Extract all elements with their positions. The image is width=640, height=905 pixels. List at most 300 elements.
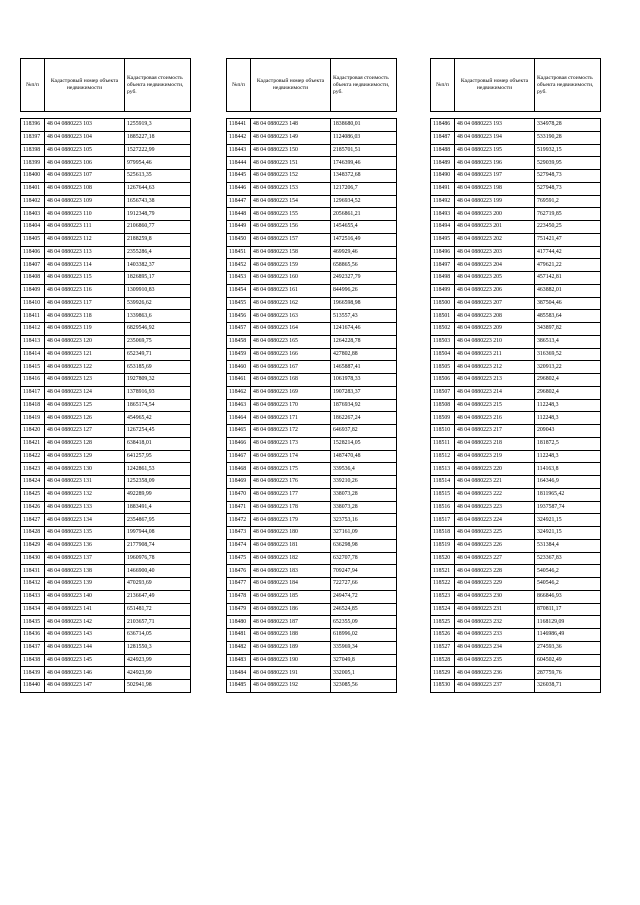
table-row xyxy=(21,195,191,208)
cadastral-value: 296802,4 xyxy=(535,374,601,387)
cadastral-number: 48 04 0880223 210 xyxy=(455,335,535,348)
cadastral-number: 48 04 0880223 214 xyxy=(455,386,535,399)
cadastral-number: 48 04 0880223 166 xyxy=(251,348,331,361)
table-row xyxy=(431,425,601,438)
table-body xyxy=(227,119,397,693)
cadastral-number: 48 04 0880223 236 xyxy=(455,667,535,680)
cadastral-number: 48 04 0880223 189 xyxy=(251,641,331,654)
cadastral-value: 334978,28 xyxy=(535,119,601,132)
cadastral-value: 1146986,49 xyxy=(535,629,601,642)
cadastral-value: 2492327,79 xyxy=(331,272,397,285)
cadastral-value: 1487470,48 xyxy=(331,450,397,463)
row-number: 118524 xyxy=(431,603,455,616)
row-number: 118486 xyxy=(431,119,455,132)
table-row xyxy=(21,463,191,476)
cadastral-number: 48 04 0880223 106 xyxy=(45,157,125,170)
row-number: 118508 xyxy=(431,399,455,412)
row-number: 118417 xyxy=(21,386,45,399)
cadastral-value: 533190,28 xyxy=(535,131,601,144)
cadastral-number: 48 04 0880223 227 xyxy=(455,552,535,565)
cadastral-table-3 xyxy=(430,58,601,693)
cadastral-number: 48 04 0880223 195 xyxy=(455,144,535,157)
row-number: 118470 xyxy=(227,488,251,501)
cadastral-number: 48 04 0880223 160 xyxy=(251,272,331,285)
header-cadastral-number: Кадастровый номер объекта недвижимости xyxy=(455,59,535,112)
row-number: 118475 xyxy=(227,552,251,565)
table-row xyxy=(21,386,191,399)
row-number: 118438 xyxy=(21,654,45,667)
cadastral-value: 709247,94 xyxy=(331,565,397,578)
cadastral-number: 48 04 0880223 209 xyxy=(455,323,535,336)
table-row xyxy=(431,590,601,603)
table-row xyxy=(227,335,397,348)
cadastral-value: 866846,93 xyxy=(535,590,601,603)
table-row xyxy=(21,590,191,603)
cadastral-value: 540546,2 xyxy=(535,578,601,591)
cadastral-number: 48 04 0880223 180 xyxy=(251,527,331,540)
cadastral-value: 618996,02 xyxy=(331,629,397,642)
row-number: 118466 xyxy=(227,437,251,450)
table-row xyxy=(431,539,601,552)
cadastral-value: 112248,3 xyxy=(535,450,601,463)
cadastral-value: 112248,3 xyxy=(535,412,601,425)
cadastral-value: 1061978,33 xyxy=(331,374,397,387)
cadastral-value: 653185,69 xyxy=(125,361,191,374)
row-number: 118451 xyxy=(227,246,251,259)
row-number: 118487 xyxy=(431,131,455,144)
cadastral-number: 48 04 0880223 146 xyxy=(45,667,125,680)
cadastral-number: 48 04 0880223 116 xyxy=(45,284,125,297)
row-number: 118410 xyxy=(21,297,45,310)
table-row xyxy=(21,616,191,629)
cadastral-number: 48 04 0880223 134 xyxy=(45,514,125,527)
table-row xyxy=(21,170,191,183)
cadastral-number: 48 04 0880223 128 xyxy=(45,437,125,450)
cadastral-value: 527948,73 xyxy=(535,182,601,195)
cadastral-value: 525613,35 xyxy=(125,170,191,183)
cadastral-number: 48 04 0880223 211 xyxy=(455,348,535,361)
cadastral-number: 48 04 0880223 143 xyxy=(45,629,125,642)
cadastral-value: 529039,95 xyxy=(535,157,601,170)
cadastral-number: 48 04 0880223 141 xyxy=(45,603,125,616)
table-row xyxy=(227,450,397,463)
table-row xyxy=(227,386,397,399)
table-row xyxy=(227,463,397,476)
cadastral-number: 48 04 0880223 194 xyxy=(455,131,535,144)
table-row xyxy=(431,170,601,183)
row-number: 118405 xyxy=(21,233,45,246)
cadastral-value: 762719,85 xyxy=(535,208,601,221)
row-number: 118473 xyxy=(227,527,251,540)
cadastral-number: 48 04 0880223 218 xyxy=(455,437,535,450)
table-row xyxy=(21,233,191,246)
cadastral-number: 48 04 0880223 132 xyxy=(45,488,125,501)
header-gap-row xyxy=(21,112,191,119)
table-row xyxy=(227,399,397,412)
header-num: №п/п xyxy=(21,59,45,112)
cadastral-number: 48 04 0880223 225 xyxy=(455,527,535,540)
table-row xyxy=(21,641,191,654)
cadastral-value: 539926,62 xyxy=(125,297,191,310)
table-row xyxy=(227,310,397,323)
table-row xyxy=(21,552,191,565)
table-row xyxy=(431,514,601,527)
cadastral-number: 48 04 0880223 154 xyxy=(251,195,331,208)
spacer xyxy=(227,112,397,119)
cadastral-value: 1255919,3 xyxy=(125,119,191,132)
table-row xyxy=(21,310,191,323)
row-number: 118397 xyxy=(21,131,45,144)
row-number: 118528 xyxy=(431,654,455,667)
cadastral-value: 1907283,37 xyxy=(331,386,397,399)
cadastral-value: 2354867,95 xyxy=(125,514,191,527)
table-row xyxy=(21,412,191,425)
row-number: 118513 xyxy=(431,463,455,476)
row-number: 118516 xyxy=(431,501,455,514)
row-number: 118457 xyxy=(227,323,251,336)
table-row xyxy=(21,565,191,578)
row-number: 118503 xyxy=(431,335,455,348)
table-row xyxy=(21,476,191,489)
table-row xyxy=(21,539,191,552)
table-row xyxy=(431,348,601,361)
table-row xyxy=(227,284,397,297)
row-number: 118421 xyxy=(21,437,45,450)
cadastral-number: 48 04 0880223 153 xyxy=(251,182,331,195)
cadastral-value: 1826895,17 xyxy=(125,272,191,285)
cadastral-value: 1281550,3 xyxy=(125,641,191,654)
cadastral-value: 470293,69 xyxy=(125,578,191,591)
row-number: 118529 xyxy=(431,667,455,680)
cadastral-value: 1252358,09 xyxy=(125,476,191,489)
cadastral-value: 652349,71 xyxy=(125,348,191,361)
table-row xyxy=(431,501,601,514)
cadastral-number: 48 04 0880223 151 xyxy=(251,157,331,170)
cadastral-number: 48 04 0880223 114 xyxy=(45,259,125,272)
row-number: 118476 xyxy=(227,565,251,578)
cadastral-number: 48 04 0880223 217 xyxy=(455,425,535,438)
cadastral-value: 2188259,8 xyxy=(125,233,191,246)
row-number: 118416 xyxy=(21,374,45,387)
cadastral-value: 1885227,18 xyxy=(125,131,191,144)
row-number: 118434 xyxy=(21,603,45,616)
cadastral-number: 48 04 0880223 174 xyxy=(251,450,331,463)
cadastral-value: 181872,5 xyxy=(535,437,601,450)
row-number: 118453 xyxy=(227,272,251,285)
row-number: 118488 xyxy=(431,144,455,157)
table-row xyxy=(227,527,397,540)
cadastral-number: 48 04 0880223 162 xyxy=(251,297,331,310)
cadastral-number: 48 04 0880223 169 xyxy=(251,386,331,399)
row-number: 118505 xyxy=(431,361,455,374)
row-number: 118468 xyxy=(227,463,251,476)
cadastral-number: 48 04 0880223 122 xyxy=(45,361,125,374)
cadastral-value: 1217206,7 xyxy=(331,182,397,195)
cadastral-value: 1883491,4 xyxy=(125,501,191,514)
table-row xyxy=(21,297,191,310)
table-row xyxy=(227,233,397,246)
cadastral-number: 48 04 0880223 184 xyxy=(251,578,331,591)
table-row xyxy=(21,144,191,157)
table-row xyxy=(227,221,397,234)
table-row xyxy=(21,157,191,170)
cadastral-value: 332005,1 xyxy=(331,667,397,680)
row-number: 118496 xyxy=(431,246,455,259)
cadastral-value: 531384,4 xyxy=(535,539,601,552)
table-row xyxy=(431,603,601,616)
row-number: 118448 xyxy=(227,208,251,221)
cadastral-number: 48 04 0880223 117 xyxy=(45,297,125,310)
table-row xyxy=(227,246,397,259)
row-number: 118423 xyxy=(21,463,45,476)
table-row xyxy=(431,221,601,234)
table-row xyxy=(431,119,601,132)
row-number: 118530 xyxy=(431,680,455,693)
cadastral-value: 638418,01 xyxy=(125,437,191,450)
row-number: 118514 xyxy=(431,476,455,489)
cadastral-value: 2185701,51 xyxy=(331,144,397,157)
cadastral-value: 658865,56 xyxy=(331,259,397,272)
cadastral-number: 48 04 0880223 159 xyxy=(251,259,331,272)
cadastral-number: 48 04 0880223 112 xyxy=(45,233,125,246)
row-number: 118458 xyxy=(227,335,251,348)
cadastral-number: 48 04 0880223 104 xyxy=(45,131,125,144)
cadastral-value: 2355286,4 xyxy=(125,246,191,259)
cadastral-value: 1378916,93 xyxy=(125,386,191,399)
table-row xyxy=(227,565,397,578)
row-number: 118425 xyxy=(21,488,45,501)
cadastral-value: 387504,46 xyxy=(535,297,601,310)
row-number: 118456 xyxy=(227,310,251,323)
table-row xyxy=(431,565,601,578)
cadastral-number: 48 04 0880223 192 xyxy=(251,680,331,693)
row-number: 118512 xyxy=(431,450,455,463)
cadastral-number: 48 04 0880223 179 xyxy=(251,514,331,527)
cadastral-value: 327161,09 xyxy=(331,527,397,540)
spacer xyxy=(431,112,601,119)
cadastral-number: 48 04 0880223 163 xyxy=(251,310,331,323)
cadastral-number: 48 04 0880223 220 xyxy=(455,463,535,476)
cadastral-value: 335969,34 xyxy=(331,641,397,654)
header-cadastral-value: Кадастровая стоимость объекта недвижимости, руб. xyxy=(331,59,397,112)
table-row xyxy=(431,476,601,489)
row-number: 118522 xyxy=(431,578,455,591)
row-number: 118441 xyxy=(227,119,251,132)
row-number: 118415 xyxy=(21,361,45,374)
cadastral-number: 48 04 0880223 158 xyxy=(251,246,331,259)
cadastral-number: 48 04 0880223 198 xyxy=(455,182,535,195)
row-number: 118431 xyxy=(21,565,45,578)
cadastral-value: 2177908,74 xyxy=(125,539,191,552)
table-row xyxy=(431,641,601,654)
cadastral-number: 48 04 0880223 176 xyxy=(251,476,331,489)
cadastral-number: 48 04 0880223 172 xyxy=(251,425,331,438)
table-row xyxy=(431,208,601,221)
cadastral-value: 427802,88 xyxy=(331,348,397,361)
table-row xyxy=(227,654,397,667)
cadastral-number: 48 04 0880223 175 xyxy=(251,463,331,476)
cadastral-value: 386513,4 xyxy=(535,335,601,348)
cadastral-value: 979954,46 xyxy=(125,157,191,170)
cadastral-value: 540546,2 xyxy=(535,565,601,578)
header-num: №п/п xyxy=(227,59,251,112)
row-number: 118414 xyxy=(21,348,45,361)
cadastral-value: 641257,95 xyxy=(125,450,191,463)
cadastral-value: 1997944,08 xyxy=(125,527,191,540)
cadastral-number: 48 04 0880223 145 xyxy=(45,654,125,667)
table-row xyxy=(227,170,397,183)
table-row xyxy=(227,144,397,157)
table-row xyxy=(227,667,397,680)
table-row xyxy=(227,323,397,336)
table-row xyxy=(431,195,601,208)
cadastral-number: 48 04 0880223 156 xyxy=(251,221,331,234)
cadastral-value: 1811965,42 xyxy=(535,488,601,501)
table-row xyxy=(227,616,397,629)
row-number: 118422 xyxy=(21,450,45,463)
cadastral-number: 48 04 0880223 142 xyxy=(45,616,125,629)
row-number: 118467 xyxy=(227,450,251,463)
cadastral-value: 2056861,21 xyxy=(331,208,397,221)
row-number: 118399 xyxy=(21,157,45,170)
table-row xyxy=(431,616,601,629)
cadastral-value: 1296934,52 xyxy=(331,195,397,208)
row-number: 118471 xyxy=(227,501,251,514)
cadastral-number: 48 04 0880223 196 xyxy=(455,157,535,170)
cadastral-number: 48 04 0880223 148 xyxy=(251,119,331,132)
cadastral-value: 326038,71 xyxy=(535,680,601,693)
cadastral-value: 424923,99 xyxy=(125,667,191,680)
row-number: 118412 xyxy=(21,323,45,336)
table-row xyxy=(21,527,191,540)
table-row xyxy=(431,323,601,336)
cadastral-number: 48 04 0880223 223 xyxy=(455,501,535,514)
table-row xyxy=(227,361,397,374)
row-number: 118498 xyxy=(431,272,455,285)
row-number: 118509 xyxy=(431,412,455,425)
cadastral-number: 48 04 0880223 123 xyxy=(45,374,125,387)
cadastral-number: 48 04 0880223 212 xyxy=(455,361,535,374)
cadastral-value: 479621,22 xyxy=(535,259,601,272)
table-row xyxy=(431,272,601,285)
cadastral-value: 1339863,6 xyxy=(125,310,191,323)
row-number: 118469 xyxy=(227,476,251,489)
table-row xyxy=(431,667,601,680)
cadastral-value: 424923,99 xyxy=(125,654,191,667)
table-row xyxy=(21,654,191,667)
spacer xyxy=(21,112,191,119)
row-number: 118459 xyxy=(227,348,251,361)
table-row xyxy=(431,361,601,374)
row-number: 118472 xyxy=(227,514,251,527)
cadastral-number: 48 04 0880223 150 xyxy=(251,144,331,157)
row-number: 118526 xyxy=(431,629,455,642)
cadastral-value: 249474,72 xyxy=(331,590,397,603)
row-number: 118461 xyxy=(227,374,251,387)
cadastral-value: 2106860,77 xyxy=(125,221,191,234)
header-row xyxy=(431,59,601,112)
cadastral-value: 320913,22 xyxy=(535,361,601,374)
cadastral-number: 48 04 0880223 118 xyxy=(45,310,125,323)
cadastral-number: 48 04 0880223 193 xyxy=(455,119,535,132)
row-number: 118413 xyxy=(21,335,45,348)
cadastral-value: 323753,16 xyxy=(331,514,397,527)
cadastral-number: 48 04 0880223 105 xyxy=(45,144,125,157)
cadastral-number: 48 04 0880223 130 xyxy=(45,463,125,476)
cadastral-number: 48 04 0880223 231 xyxy=(455,603,535,616)
cadastral-value: 1528214,05 xyxy=(331,437,397,450)
table-row xyxy=(431,450,601,463)
table-row xyxy=(431,654,601,667)
row-number: 118525 xyxy=(431,616,455,629)
row-number: 118429 xyxy=(21,539,45,552)
cadastral-value: 722727,66 xyxy=(331,578,397,591)
table-row xyxy=(21,259,191,272)
cadastral-number: 48 04 0880223 190 xyxy=(251,654,331,667)
row-number: 118419 xyxy=(21,412,45,425)
row-number: 118398 xyxy=(21,144,45,157)
table-row xyxy=(431,259,601,272)
cadastral-number: 48 04 0880223 149 xyxy=(251,131,331,144)
row-number: 118409 xyxy=(21,284,45,297)
row-number: 118477 xyxy=(227,578,251,591)
row-number: 118454 xyxy=(227,284,251,297)
cadastral-number: 48 04 0880223 200 xyxy=(455,208,535,221)
cadastral-number: 48 04 0880223 138 xyxy=(45,565,125,578)
cadastral-value: 485583,64 xyxy=(535,310,601,323)
cadastral-number: 48 04 0880223 199 xyxy=(455,195,535,208)
row-number: 118506 xyxy=(431,374,455,387)
row-number: 118494 xyxy=(431,221,455,234)
row-number: 118497 xyxy=(431,259,455,272)
table-row xyxy=(21,323,191,336)
row-number: 118523 xyxy=(431,590,455,603)
row-number: 118428 xyxy=(21,527,45,540)
row-number: 118485 xyxy=(227,680,251,693)
row-number: 118491 xyxy=(431,182,455,195)
cadastral-value: 457142,81 xyxy=(535,272,601,285)
cadastral-number: 48 04 0880223 165 xyxy=(251,335,331,348)
table-row xyxy=(21,667,191,680)
table-row xyxy=(227,412,397,425)
row-number: 118450 xyxy=(227,233,251,246)
cadastral-value: 1862267,24 xyxy=(331,412,397,425)
row-number: 118401 xyxy=(21,182,45,195)
cadastral-table-1 xyxy=(20,58,191,693)
row-number: 118518 xyxy=(431,527,455,540)
row-number: 118519 xyxy=(431,539,455,552)
row-number: 118502 xyxy=(431,323,455,336)
cadastral-value: 1838680,01 xyxy=(331,119,397,132)
cadastral-value: 1454655,4 xyxy=(331,221,397,234)
cadastral-number: 48 04 0880223 237 xyxy=(455,680,535,693)
cadastral-number: 48 04 0880223 235 xyxy=(455,654,535,667)
cadastral-number: 48 04 0880223 205 xyxy=(455,272,535,285)
table-row xyxy=(21,348,191,361)
cadastral-number: 48 04 0880223 226 xyxy=(455,539,535,552)
header-cadastral-number: Кадастровый номер объекта недвижимости xyxy=(45,59,125,112)
table-row xyxy=(431,374,601,387)
row-number: 118430 xyxy=(21,552,45,565)
header-cadastral-value: Кадастровая стоимость объекта недвижимости, руб. xyxy=(535,59,601,112)
cadastral-number: 48 04 0880223 191 xyxy=(251,667,331,680)
table-row xyxy=(227,680,397,693)
cadastral-number: 48 04 0880223 126 xyxy=(45,412,125,425)
cadastral-value: 323085,56 xyxy=(331,680,397,693)
cadastral-value: 1865174,54 xyxy=(125,399,191,412)
cadastral-value: 2136647,49 xyxy=(125,590,191,603)
table-row xyxy=(21,374,191,387)
